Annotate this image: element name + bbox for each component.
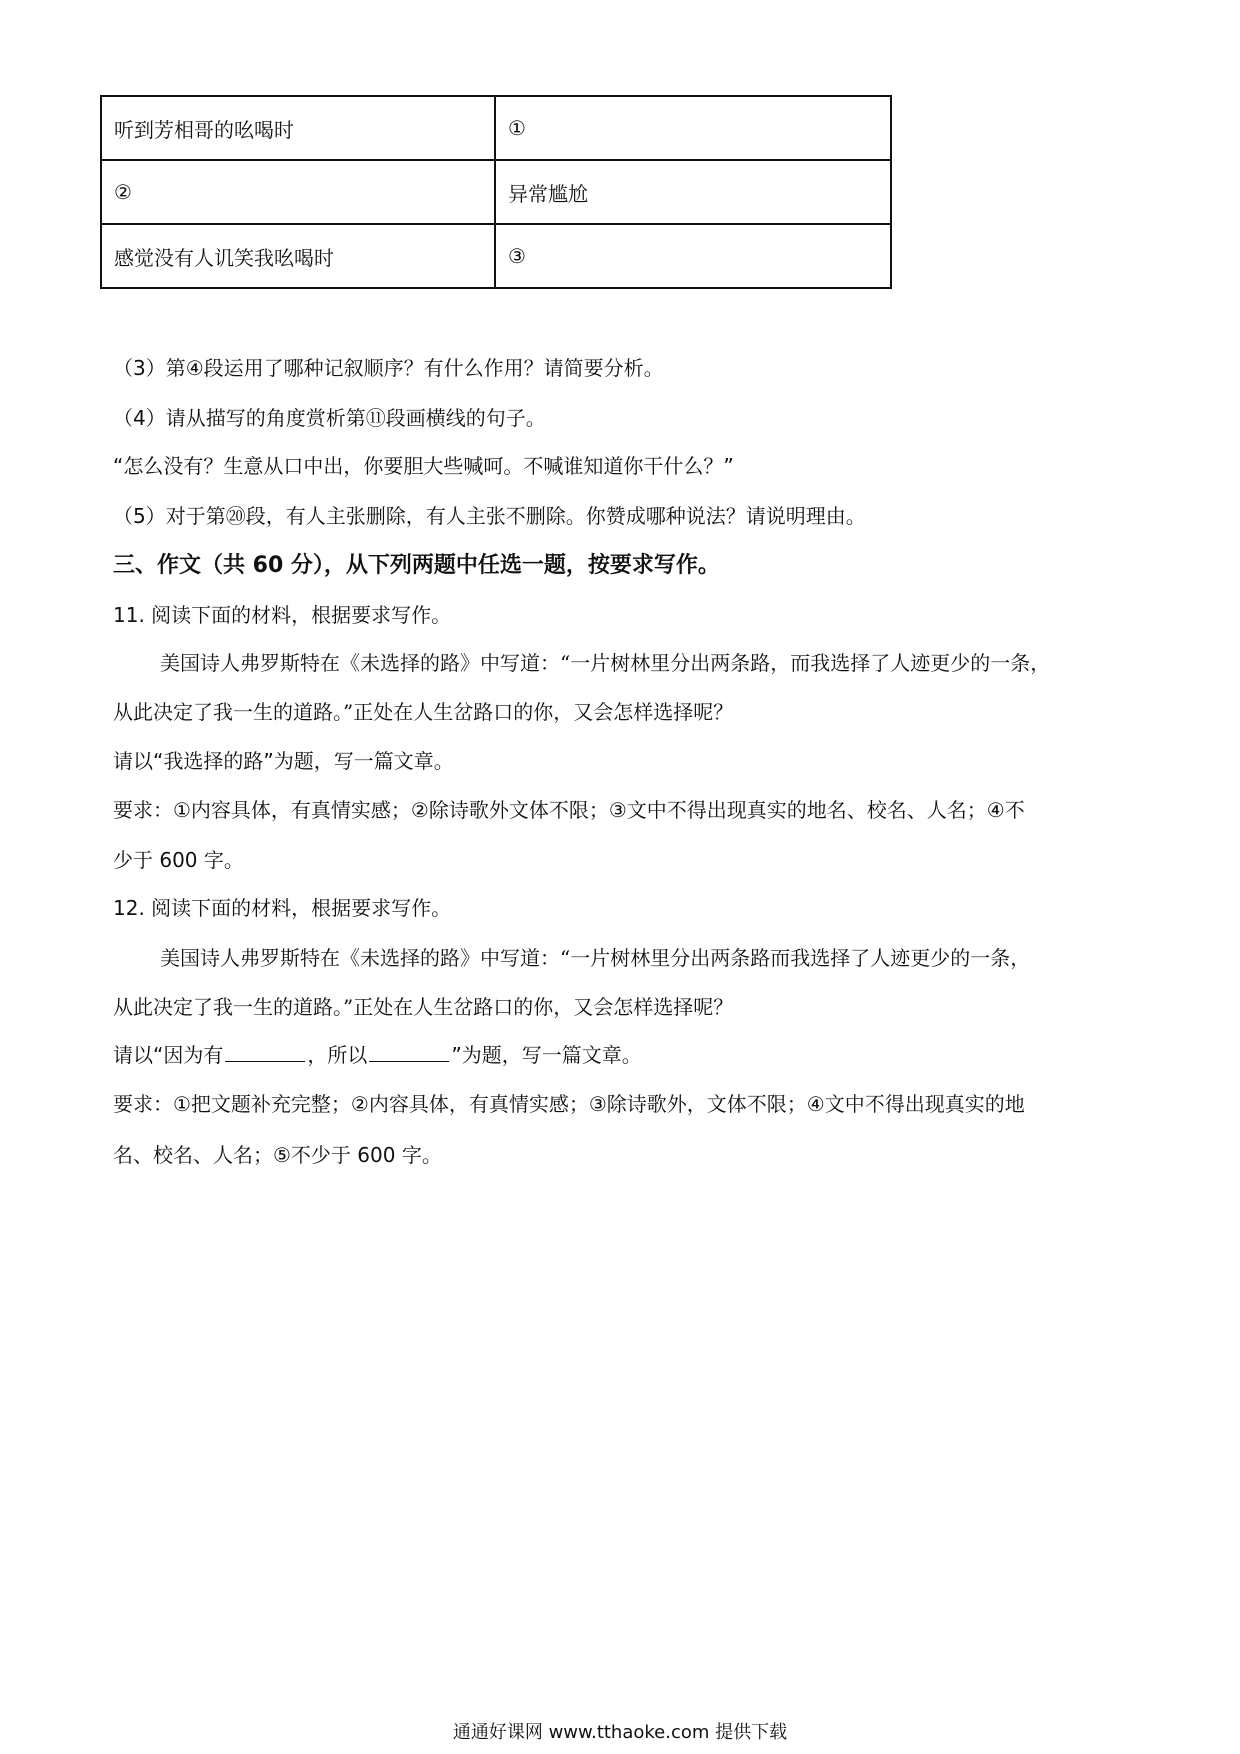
- question-4-quote: “怎么没有？生意从口中出，你要胆大些喊呵。不喊谁知道你干什么？”: [113, 454, 734, 478]
- answer-table: [100, 95, 892, 289]
- question-3: （3）第④段运用了哪种记叙顺序？有什么作用？请简要分析。: [113, 356, 664, 380]
- q12-prompt-part1: 请以“因为有: [113, 1043, 224, 1067]
- fill-in-blank: [369, 1060, 449, 1062]
- q12-prompt: [113, 1045, 642, 1065]
- q11-material-line1: 美国诗人弗罗斯特在《未选择的路》中写道：“一片树林里分出两条路，而我选择了人迹更少的一条，: [160, 651, 1051, 675]
- question-5: （5）对于第⑳段，有人主张删除，有人主张不删除。你赞成哪种说法？请说明理由。: [113, 504, 866, 528]
- section-heading: 三、作文（共 60 分），从下列两题中任选一题，按要求写作。: [113, 553, 720, 578]
- q12-prompt-part3: ”为题，写一篇文章。: [451, 1043, 642, 1067]
- table-cell: ①: [495, 96, 891, 160]
- question-4: （4）请从描写的角度赏析第⑪段画横线的句子。: [113, 406, 546, 430]
- table-row: [101, 96, 891, 160]
- q12-requirements-line1: 要求：①把文题补充完整；②内容具体，有真情实感；③除诗歌外，文体不限；④文中不得出现真实的地: [113, 1092, 1025, 1116]
- q11-requirements-line1: 要求：①内容具体，有真情实感；②除诗歌外文体不限；③文中不得出现真实的地名、校名、人名；④不: [113, 798, 1025, 822]
- table-cell: ③: [495, 224, 891, 288]
- footer-link[interactable]: 通通好课网 www.tthaoke.com 提供下载: [452, 1722, 788, 1743]
- q12-intro: 12. 阅读下面的材料，根据要求写作。: [113, 896, 452, 920]
- table-cell: ②: [101, 160, 495, 224]
- table-row: [101, 224, 891, 288]
- table-cell: 感觉没有人讥笑我吆喝时: [101, 224, 495, 288]
- q12-requirements-line2: 名、校名、人名；⑤不少于 600 字。: [113, 1143, 442, 1167]
- table-row: [101, 160, 891, 224]
- q11-intro: 11. 阅读下面的材料，根据要求写作。: [113, 603, 452, 627]
- q11-requirements-line2: 少于 600 字。: [113, 848, 244, 872]
- table-cell: 异常尴尬: [495, 160, 891, 224]
- fill-in-blank: [225, 1060, 305, 1062]
- q12-prompt-part2: ，所以: [307, 1043, 368, 1067]
- q11-material-line2: 从此决定了我一生的道路。”正处在人生岔路口的你，又会怎样选择呢？: [113, 700, 734, 724]
- q12-material-line1: 美国诗人弗罗斯特在《未选择的路》中写道：“一片树林里分出两条路而我选择了人迹更少的一条，: [160, 946, 1031, 970]
- q11-prompt: 请以“我选择的路”为题，写一篇文章。: [113, 749, 454, 773]
- table-cell: 听到芳相哥的吆喝时: [101, 96, 495, 160]
- q12-material-line2: 从此决定了我一生的道路。”正处在人生岔路口的你，又会怎样选择呢？: [113, 995, 734, 1019]
